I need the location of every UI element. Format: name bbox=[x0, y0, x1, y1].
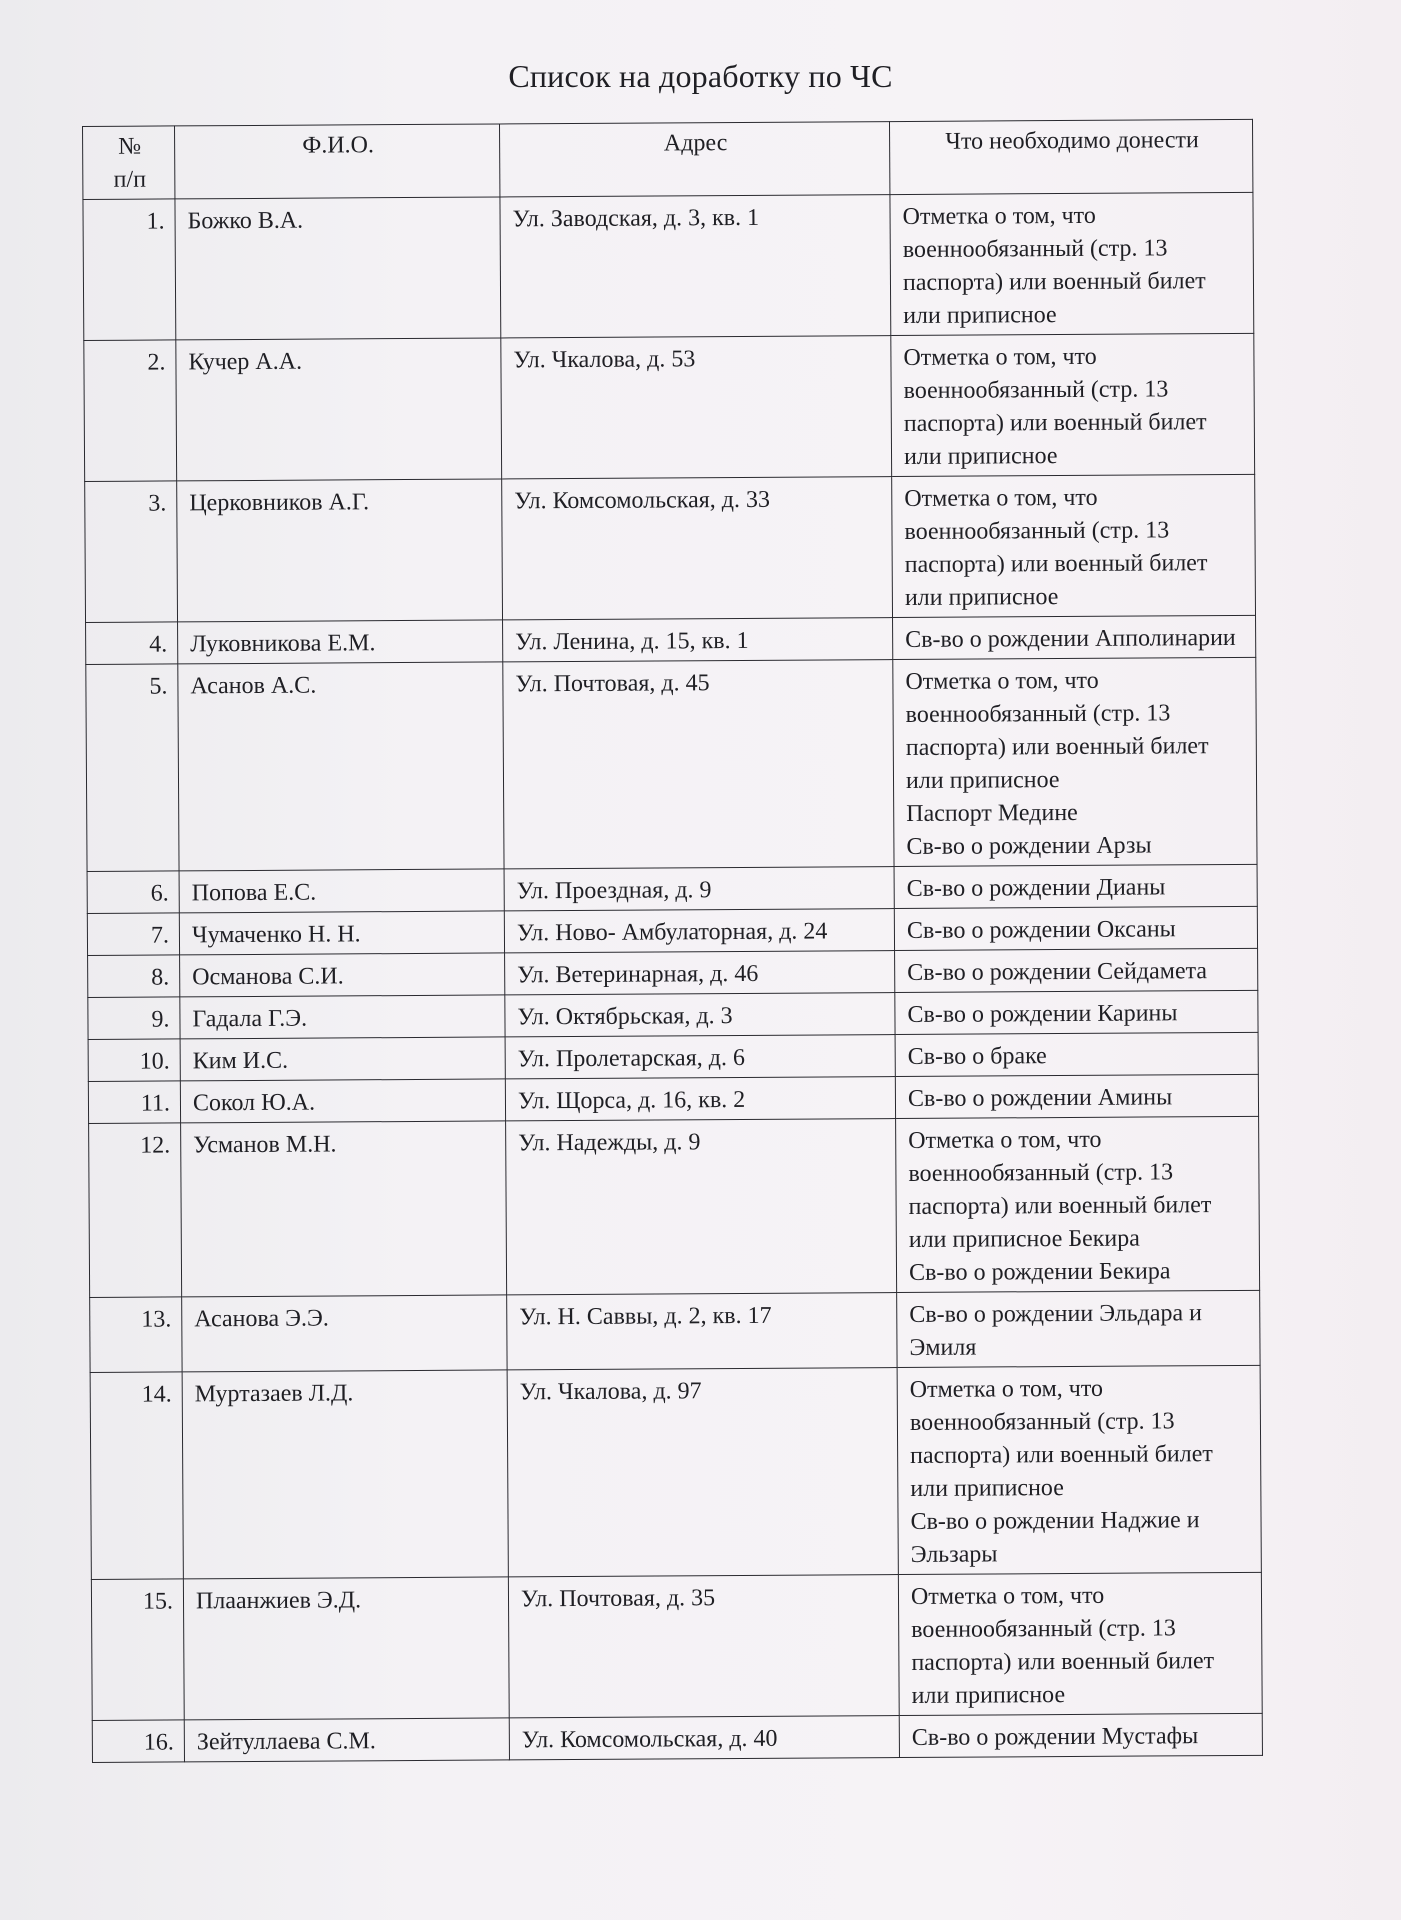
table-row bbox=[89, 1116, 1260, 1297]
cell-address: Ул. Ленина, д. 15, кв. 1 bbox=[503, 618, 893, 662]
cell-name: Церковников А.Г. bbox=[177, 479, 503, 622]
cell-todo: Св-во о рождении Карины bbox=[895, 990, 1258, 1034]
cell-address: Ул. Комсомольская, д. 33 bbox=[502, 477, 893, 620]
cell-address: Ул. Октябрьская, д. 3 bbox=[505, 993, 895, 1037]
table-row bbox=[91, 1572, 1262, 1720]
cell-number: 8. bbox=[88, 955, 180, 998]
cell-address: Ул. Пролетарская, д. 6 bbox=[505, 1035, 895, 1079]
cell-todo: Отметка о том, что военнообязанный (стр. 13 паспорта) или военный билет или приписное Бекира Св-во о рождении Бекира bbox=[896, 1116, 1260, 1292]
cell-name: Муртазаев Л.Д. bbox=[182, 1370, 508, 1579]
table-row bbox=[86, 657, 1257, 871]
table-row bbox=[88, 948, 1258, 997]
cell-number: 2. bbox=[84, 340, 177, 482]
cell-address: Ул. Проездная, д. 9 bbox=[504, 867, 894, 911]
cell-number: 6. bbox=[87, 871, 179, 914]
cell-address: Ул. Почтовая, д. 35 bbox=[508, 1575, 899, 1718]
cell-address: Ул. Чкалова, д. 53 bbox=[501, 336, 892, 479]
cell-name: Асанов А.С. bbox=[178, 662, 504, 871]
cell-address: Ул. Надежды, д. 9 bbox=[506, 1119, 897, 1295]
header-row bbox=[83, 119, 1253, 199]
cell-todo: Св-во о рождении Оксаны bbox=[894, 906, 1257, 950]
cell-todo: Св-во о рождении Сейдамета bbox=[895, 948, 1258, 992]
header-todo: Что необходимо донести bbox=[889, 119, 1252, 194]
table-row bbox=[87, 906, 1257, 955]
cell-todo: Св-во о рождении Эльдара и Эмиля bbox=[897, 1290, 1260, 1367]
cell-todo: Св-во о рождении Амины bbox=[895, 1074, 1258, 1118]
table-row bbox=[87, 864, 1257, 913]
cell-number: 10. bbox=[88, 1039, 180, 1082]
header-number: № п/п bbox=[83, 126, 175, 200]
cell-number: 7. bbox=[87, 913, 179, 956]
cell-address: Ул. Н. Саввы, д. 2, кв. 17 bbox=[507, 1293, 897, 1370]
cell-number: 14. bbox=[90, 1372, 183, 1580]
cell-number: 1. bbox=[83, 199, 176, 341]
table-row bbox=[88, 1074, 1258, 1123]
cell-todo: Отметка о том, что военнообязанный (стр. 13 паспорта) или военный билет или приписное bbox=[890, 192, 1254, 335]
cell-todo: Отметка о том, что военнообязанный (стр. 13 паспорта) или военный билет или приписное bbox=[891, 333, 1255, 476]
cell-name: Гадала Г.Э. bbox=[180, 995, 505, 1039]
cell-todo: Св-во о рождении Апполинарии bbox=[893, 615, 1256, 659]
cell-number: 3. bbox=[85, 481, 178, 623]
cell-name: Кучер А.А. bbox=[176, 338, 502, 481]
cell-todo: Св-во о браке bbox=[895, 1032, 1258, 1076]
document-title: Список на доработку по ЧС bbox=[508, 58, 893, 94]
cell-name: Попова Е.С. bbox=[179, 869, 504, 913]
cell-address: Ул. Щорса, д. 16, кв. 2 bbox=[505, 1077, 895, 1121]
cell-name: Плаанжиев Э.Д. bbox=[183, 1577, 509, 1720]
table-body bbox=[83, 192, 1263, 1762]
header-name: Ф.И.О. bbox=[175, 124, 500, 199]
cell-number: 11. bbox=[88, 1081, 180, 1124]
cell-number: 16. bbox=[92, 1720, 184, 1763]
cell-todo: Отметка о том, что военнообязанный (стр. 13 паспорта) или военный билет или приписное Св-во о рождении Наджие и Эльзары bbox=[897, 1365, 1261, 1574]
cell-address: Ул. Ветеринарная, д. 46 bbox=[505, 951, 895, 995]
cell-number: 9. bbox=[88, 997, 180, 1040]
cell-name: Сокол Ю.А. bbox=[180, 1079, 505, 1123]
cell-todo: Отметка о том, что военнообязанный (стр. 13 паспорта) или военный билет или приписное bbox=[898, 1572, 1262, 1715]
cell-todo: Отметка о том, что военнообязанный (стр. 13 паспорта) или военный билет или приписное Паспорт Медине Св-во о рождении Арзы bbox=[893, 657, 1257, 866]
cell-number: 12. bbox=[89, 1123, 182, 1298]
table-row bbox=[83, 192, 1254, 340]
cell-number: 15. bbox=[91, 1579, 184, 1721]
cell-todo: Св-во о рождении Мустафы bbox=[899, 1713, 1262, 1757]
cell-number: 4. bbox=[86, 622, 178, 665]
header-address: Адрес bbox=[499, 122, 889, 197]
cell-name: Луковникова Е.М. bbox=[178, 620, 503, 664]
cell-name: Османова С.И. bbox=[180, 953, 505, 997]
cell-number: 13. bbox=[90, 1297, 182, 1373]
cell-address: Ул. Почтовая, д. 45 bbox=[503, 660, 894, 869]
cell-name: Божко В.А. bbox=[175, 197, 501, 340]
table-row bbox=[84, 333, 1255, 481]
table-row bbox=[90, 1365, 1261, 1579]
cell-address: Ул. Чкалова, д. 97 bbox=[507, 1368, 898, 1577]
cell-name: Асанова Э.Э. bbox=[182, 1295, 507, 1372]
list-table bbox=[82, 119, 1263, 1763]
cell-number: 5. bbox=[86, 664, 179, 872]
table-header bbox=[83, 119, 1253, 199]
cell-name: Ким И.С. bbox=[180, 1037, 505, 1081]
cell-address: Ул. Комсомольская, д. 40 bbox=[509, 1716, 899, 1760]
cell-name: Зейтуллаева С.М. bbox=[184, 1718, 509, 1762]
cell-address: Ул. Ново- Амбулаторная, д. 24 bbox=[504, 909, 894, 953]
table-row bbox=[90, 1290, 1260, 1372]
table-row bbox=[86, 615, 1256, 664]
cell-name: Чумаченко Н. Н. bbox=[179, 911, 504, 955]
table-row bbox=[92, 1713, 1262, 1762]
table-row bbox=[88, 990, 1258, 1039]
table-row bbox=[88, 1032, 1258, 1081]
cell-name: Усманов М.Н. bbox=[181, 1121, 507, 1297]
cell-todo: Отметка о том, что военнообязанный (стр. 13 паспорта) или военный билет или приписное bbox=[892, 474, 1256, 617]
cell-todo: Св-во о рождении Дианы bbox=[894, 864, 1257, 908]
table-row bbox=[85, 474, 1256, 622]
cell-address: Ул. Заводская, д. 3, кв. 1 bbox=[500, 195, 891, 338]
